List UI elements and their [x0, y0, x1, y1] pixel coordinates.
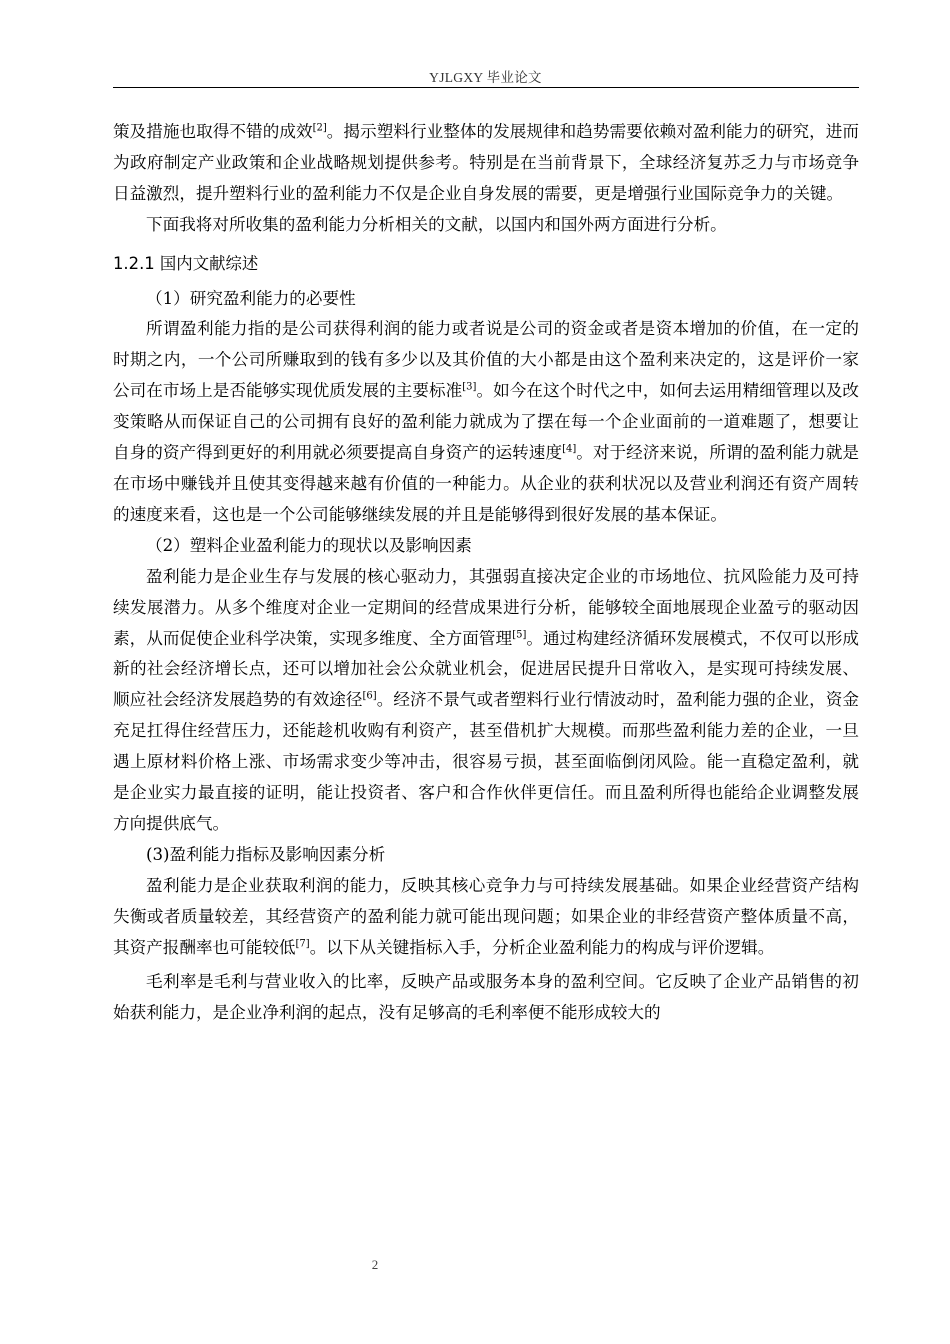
header-rule [113, 87, 859, 88]
paragraph-4: 盈利能力是企业生存与发展的核心驱动力，其强弱直接决定企业的市场地位、抗风险能力及可持续发展潜力。从多个维度对企业一定期间的经营成果进行分析，能够较全面地展现企业盈亏的驱动因素，从而促使企业科学决策，实现多维度、全方面管理[5]。通过构建经济循环发展模式，不仅可以形成新的社会经济增长点，还可以增加社会公众就业机会，促进居民提升日常收入，是实现可持续发展、顺应社会经济发展趋势的有效途径[6]。经济不景气或者塑料行业行情波动时，盈利能力强的企业，资金充足扛得住经营压力，还能趁机收购有利资产，甚至借机扩大规模。而那些盈利能力差的企业，一旦遇上原材料价格上涨、市场需求变少等冲击，很容易亏损，甚至面临倒闭风险。能一直稳定盈利，就是企业实力最直接的证明，能让投资者、客户和合作伙伴更信任。而且盈利所得也能给企业调整发展方向提供底气。 [113, 566, 860, 833]
paragraph-6: 毛利率是毛利与营业收入的比率，反映产品或服务本身的盈利空间。它反映了企业产品销售的初始获利能力，是企业净利润的起点，没有足够高的毛利率便不能形成较大的 [113, 972, 859, 1023]
paragraph-5: 盈利能力是企业获取利润的能力，反映其核心竞争力与可持续发展基础。如果企业经营资产结构失衡或者质量较差，其经营资产的盈利能力就可能出现问题；如果企业的非经营资产整体质量不高，其资产报酬率也可能较低[7]。以下从关键指标入手，分析企业盈利能力的构成与评价逻辑。 [113, 875, 859, 957]
paragraph-1: 策及措施也取得不错的成效[2]。揭示塑料行业整体的发展规律和趋势需要依赖对盈利能力的研究，进而为政府制定产业政策和企业战略规划提供参考。特别是在当前背景下，全球经济复苏乏力与市场竞争日益激烈，提升塑料行业的盈利能力不仅是企业自身发展的需要，更是增强行业国际竞争力的关键。 [113, 122, 860, 203]
paragraph-2: 下面我将对所收集的盈利能力分析相关的文献，以国内和国外两方面进行分析。 [146, 214, 727, 234]
section-heading: 1.2.1 国内文献综述 [113, 253, 259, 273]
page-footer [0, 1257, 950, 1273]
subheading-2: （2）塑料企业盈利能力的现状以及影响因素 [146, 535, 472, 555]
citation: [6] [362, 690, 377, 702]
running-header: YJLGXY 毕业论文 [429, 70, 542, 85]
citation: [2] [312, 122, 327, 134]
subheading-1: （1）研究盈利能力的必要性 [146, 288, 356, 308]
citation: [3] [462, 381, 477, 393]
citation: [4] [562, 443, 577, 455]
citation: [7] [295, 938, 310, 950]
citation: [5] [512, 628, 527, 640]
paragraph-3: 所谓盈利能力指的是公司获得利润的能力或者说是公司的资金或者是资本增加的价值，在一定的时期之内，一个公司所赚取到的钱有多少以及其价值的大小都是由这个盈利来决定的，这是评价一家公司在市场上是否能够实现优质发展的主要标准[3]。如今在这个时代之中，如何去运用精细管理以及改变策略从而保证自己的公司拥有良好的盈利能力就成为了摆在每一个企业面前的一道难题了，想要让自身的资产得到更好的利用就必须要提高自身资产的运转速度[4]。对于经济来说，所谓的盈利能力就是在市场中赚钱并且使其变得越来越有价值的一种能力。从企业的获利状况以及营业利润还有资产周转的速度来看，这也是一个公司能够继续发展的并且是能够得到很好发展的基本保证。 [113, 319, 860, 524]
body-text [113, 117, 859, 1029]
page-number: 2 [371, 1257, 379, 1272]
subheading-3: (3)盈利能力指标及影响因素分析 [146, 844, 386, 864]
